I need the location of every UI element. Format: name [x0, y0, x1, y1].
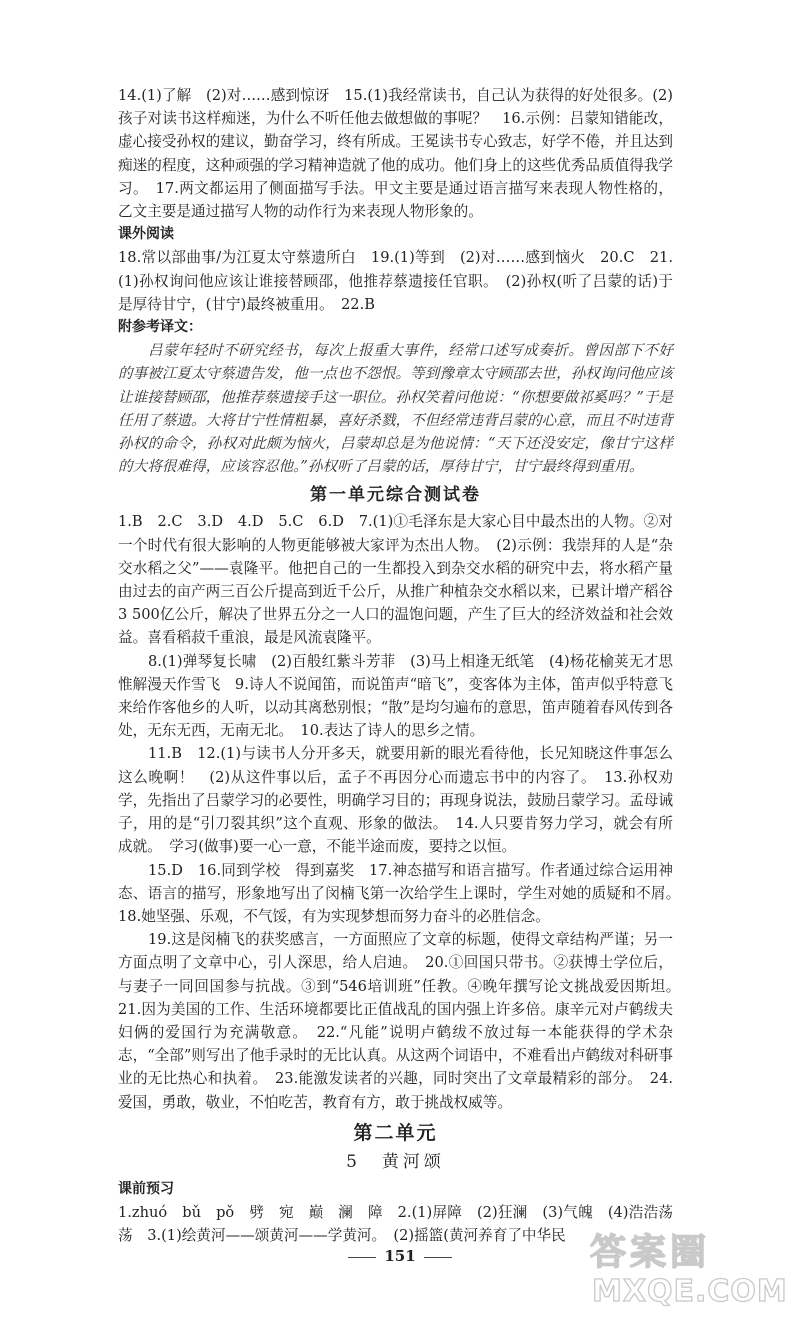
watermark-url-text: MXQE.COM [592, 1274, 788, 1309]
page-content [118, 84, 688, 1247]
extracurricular-heading: 课外阅读 [118, 226, 174, 243]
page-number-right-rule [424, 1257, 452, 1258]
translation-text: 吕蒙年轻时不研究经书，每次上报重大事件，经常口述写成奏折。曾因部下不好的事被江夏太守蔡遗告发，他一点也不怨恨。等到豫章太守顾邵去世，孙权询问他应该让谁接替顾邵，他推荐蔡遗接手这一职位。孙权笑着问他说：“你想要做祁奚吗？”于是任用了蔡遗。大将甘宁性情粗暴，喜好杀戮，不但经常违背吕蒙的心意，而且不时违背孙权的命令，孙权对此颇为恼火，吕蒙却总是为他说情：“天下还没安定，像甘宁这样的大将很难得，应该容忍他。”孙权听了吕蒙的话，厚待甘宁，甘宁最终得到重用。 [118, 342, 673, 476]
page-number-left-rule [348, 1257, 376, 1258]
unit-2-title: 第二单元 [353, 1121, 438, 1144]
unit-test-paragraph-5: 19.这是闵楠飞的获奖感言，一方面照应了文章的标题，使得文章结构严谨；另一方面点明了文章中心，引人深思，给人启迪。 20.①回国只带书。②获博士学位后，与妻子一同回国参与抗战。③到“546培训班”任教。④晚年撰写论文挑战爱因斯坦。 21.因为美国的工作、生活环境都要比正值战乱的国内强上许多倍。康辛元对卢鹤绂夫妇俩的爱国行为充满敬意。 22.“凡能”说明卢鹤绂不放过每一本能获得的学术杂志，“全部”则写出了他手录时的无比认真。从这两个词语中，不难看出卢鹤绂对科研事业的无比热心和执着。 23.能激发读者的兴趣，同时突出了文章最精彩的部分。 24.爱国，勇敢，敬业，不怕吃苦，教育有方，敢于挑战权威等。 [118, 931, 688, 1111]
preview-answers: 1.zhuó bǔ pǒ 劈 宛 巅 澜 障 2.(1)屏障 (2)狂澜 (3)气魄 (4)浩浩荡荡 3.(1)绘黄河——颂黄河——学黄河。 (2)摇篮(黄河养育了中华民 [118, 1203, 673, 1245]
preview-heading: 课前预习 [118, 1180, 174, 1197]
translation-heading: 附参考译文： [118, 319, 202, 336]
unit-test-paragraph-2: 8.(1)弹琴复长啸 (2)百般红紫斗芳菲 (3)马上相逢无纸笔 (4)杨花榆荚无才思 惟解漫天作雪飞 9.诗人不说闻笛，而说笛声“暗飞”，变客体为主体，笛声似乎特意飞来给作客他乡的人听，以动其离愁别恨；“散”是均匀遍布的意思，笛声随着春风传到各处，无东无西，无南无北。 10.表达了诗人的思乡之情。 [118, 652, 688, 740]
translation-block [118, 339, 673, 478]
lesson-title: 5 黄河颂 [346, 1151, 445, 1172]
unit-test-paragraph-4: 15.D 16.同到学校 得到嘉奖 17.神态描写和语言描写。作者通过综合运用神态、语言的描写，形象地写出了闵楠飞第一次给学生上课时，学生对她的质疑和不屑。 18.她坚强、乐观，不气馁，有为实现梦想而努力奋斗的必胜信念。 [118, 861, 688, 925]
unit-test-paragraph-3: 11.B 12.(1)与读书人分开多天，就要用新的眼光看待他，长兄知晓这件事怎么这么晚啊！ (2)从这件事以后，孟子不再因分心而遗忘书中的内容了。 13.孙权劝学，先指出了吕蒙学习的必要性，明确学习目的；再现身说法，鼓励吕蒙学习。孟母诫子，用的是“引刀裂其织”这个直观、形象的做法。 14.人只要肯努力学习，就会有所成就。 学习(做事)要一心一意，不能半途而废，要持之以恒。 [118, 745, 673, 856]
watermark-logo [572, 1218, 788, 1318]
unit-test-paragraph-1: 1.B 2.C 3.D 4.D 5.C 6.D 7.(1)①毛泽东是大家心目中最杰出的人物。②对一个时代有很大影响的人物更能够被大家评为杰出人物。 (2)示例：我崇拜的人是“杂交水稻之父”——袁隆平。他把自己的一生都投入到杂交水稻的研究中去，将水稻产量由过去的亩产两三百公斤提高到近千公斤，从推广种植杂交水稻以来，已累计增产稻谷3 500亿公斤，解决了世界五分之一人口的温饱问题，产生了巨大的经济效益和社会效益。喜看稻菽千重浪，最是风流袁隆平。 [118, 513, 673, 647]
watermark-logo-text: 答案圈 [590, 1232, 711, 1273]
extracurricular-answers: 18.常以部曲事/为江夏太守蔡遗所白 19.(1)等到 (2)对……感到恼火 20.C 21.(1)孙权询问他应该让谁接替顾邵，他推荐蔡遗接任官职。 (2)孙权(听了吕蒙的话)于是厚待甘宁，(甘宁)最终被重用。 22.B [118, 249, 673, 313]
page-number-value: 151 [384, 1247, 416, 1265]
unit-test-title: 第一单元综合测试卷 [310, 485, 481, 506]
answers-14-17: 14.(1)了解 (2)对……感到惊讶 15.(1)我经常读书，自己认为获得的好处很多。(2)孩子对读书这样痴迷，为什么不听任他去做想做的事呢？ 16.示例：吕蒙知错能改，虚心接受孙权的建议，勤奋学习，终有所成。王冕读书专心致志，好学不倦，并且达到痴迷的程度，这种顽强的学习精神造就了他的成功。他们身上的这些优秀品质值得我学习。 17.两文都运用了侧面描写手法。甲文主要是通过语言描写来表现人物性格的，乙文主要是通过描写人物的动作行为来表现人物形象的。 [118, 87, 673, 221]
